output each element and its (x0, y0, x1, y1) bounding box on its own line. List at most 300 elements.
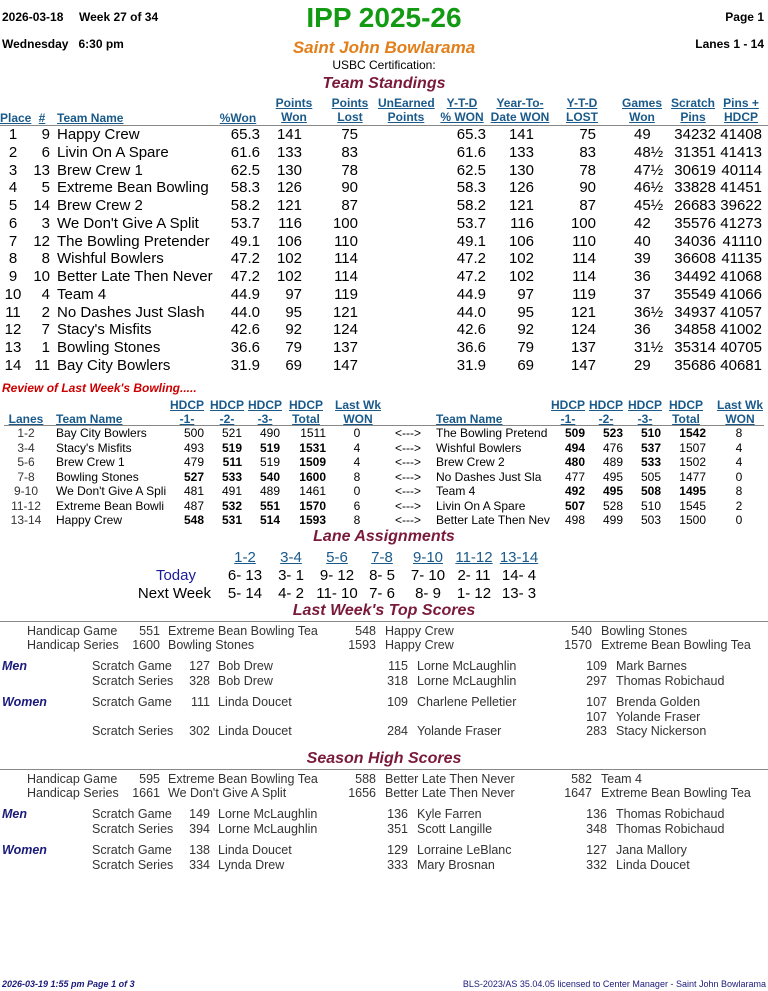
day-time: Wednesday 6:30 pm (2, 37, 124, 51)
lane-pair-header: 7-8 (371, 549, 393, 566)
bowler-name: Linda Doucet (616, 858, 690, 872)
review-header-left-3: HDCP -2- (210, 398, 245, 426)
standings-cell: Livin On A Spare (57, 143, 169, 161)
review-left-cell: 521 (221, 426, 242, 440)
score-value: 302 (189, 724, 210, 738)
standings-header-4: Points Won (275, 96, 313, 124)
standings-cell: 124 (570, 321, 596, 339)
review-lanes: 13-14 (10, 513, 42, 527)
review-right-cell: 505 (640, 469, 661, 484)
men-label: Men (2, 807, 27, 821)
standings-cell: 12 (33, 232, 50, 250)
review-right-cell: 508 (640, 484, 661, 498)
review-right-cell: No Dashes Just Sla (436, 469, 542, 484)
standings-cell: 102 (508, 268, 534, 285)
score-value: 136 (387, 807, 408, 821)
bowler-name: Scott Langille (417, 822, 493, 836)
standings-cell: 14 (4, 356, 22, 374)
review-right-cell: Wishful Bowlers (436, 440, 522, 455)
review-right-cell: 507 (564, 498, 585, 513)
standings-header-6: UnEarned Points (378, 96, 435, 124)
standings-cell: 7 (8, 232, 18, 250)
review-left-cell: 0 (353, 484, 361, 498)
bowler-name: Linda Doucet (218, 724, 292, 738)
review-vs: <---> (394, 484, 421, 498)
standings-cell: 90 (341, 179, 358, 197)
review-right-cell: 498 (564, 513, 585, 527)
score-team: Happy Crew (385, 638, 454, 652)
standings-cell: 6 (8, 214, 18, 232)
standings-cell: 42 (634, 214, 651, 232)
lane-next-cell: 11- 10 (316, 585, 358, 602)
standings-cell: 44.9 (230, 285, 260, 303)
review-right-cell: 528 (602, 498, 623, 513)
bowler-name: Thomas Robichaud (616, 807, 725, 821)
review-right-cell: Team 4 (436, 484, 476, 498)
standings-cell: 11 (5, 303, 21, 321)
standings-cell: 3 (8, 161, 18, 179)
standings-header-1: # (38, 111, 46, 125)
standings-cell: No Dashes Just Slash (57, 303, 205, 321)
standings-cell: 65.3 (230, 126, 260, 143)
standings-cell: 110 (334, 232, 358, 250)
review-right-cell: 499 (602, 513, 623, 527)
lane-next-cell: 4- 2 (278, 585, 304, 602)
lane-pair-header: 5-6 (326, 549, 348, 566)
lane-today-cell: 14- 4 (501, 567, 537, 584)
lane-today-cell: 7- 10 (410, 567, 446, 584)
standings-cell: 10 (4, 285, 22, 303)
review-left-cell: 8 (353, 513, 361, 527)
standings-header-9: Y-T-D LOST (566, 96, 598, 124)
standings-cell: 44.0 (456, 303, 486, 321)
score-value: 149 (189, 807, 210, 821)
standings-cell: 42.6 (230, 321, 260, 339)
standings-cell: 61.6 (456, 143, 486, 161)
standings-cell: 6 (41, 143, 50, 161)
standings-cell: 102 (508, 250, 534, 268)
lane-next-cell: 1- 12 (456, 585, 492, 602)
review-left-cell: 1600 (299, 469, 326, 484)
bowler-name: Yolande Fraser (417, 724, 502, 738)
standings-cell: 53.7 (456, 214, 486, 232)
bowler-name: Lorne McLaughlin (417, 674, 517, 688)
review-lanes: 7-8 (17, 469, 35, 484)
standings-cell: 39622 (720, 197, 762, 214)
standings-cell: 78 (579, 161, 596, 179)
score-value: 127 (586, 843, 607, 857)
score-value: 1593 (348, 638, 376, 652)
top-scores-title: Last Week's Top Scores (292, 602, 476, 619)
review-left-cell: 1593 (299, 513, 326, 527)
score-team: Bowling Stones (168, 638, 255, 652)
standings-header-2: Team Name (57, 111, 124, 125)
review-header-right-2: HDCP -1- (551, 398, 586, 426)
score-value: 332 (586, 858, 607, 872)
review-left-cell: 551 (259, 498, 280, 513)
review-lanes: 3-4 (17, 440, 35, 455)
standings-cell: We Don't Give A Split (57, 214, 199, 232)
standings-cell: 41002 (720, 321, 762, 339)
review-right-cell: 2 (735, 498, 743, 513)
standings-cell: 75 (579, 126, 596, 143)
standings-cell: 26683 (674, 197, 716, 214)
scratch-label: Scratch Series (92, 822, 174, 836)
review-right-cell: 510 (640, 426, 661, 440)
review-left-cell: Brew Crew 1 (56, 455, 125, 469)
standings-cell: 34036 (674, 232, 716, 250)
bowler-name: Brenda Golden (616, 695, 701, 709)
standings-cell: 65.3 (456, 126, 486, 143)
standings-cell: 9 (41, 126, 50, 143)
score-value: 548 (355, 624, 376, 638)
review-right-cell: 510 (640, 498, 661, 513)
standings-cell: 8 (8, 250, 18, 268)
score-team: Team 4 (601, 772, 642, 786)
standings-cell: 100 (570, 214, 596, 232)
review-header-right-3: HDCP -2- (589, 398, 624, 426)
review-right-cell: 477 (564, 469, 585, 484)
score-team: We Don't Give A Split (168, 786, 287, 800)
review-left-cell: 1511 (300, 426, 326, 440)
lane-today-cell: 3- 1 (278, 567, 304, 584)
standings-cell: 47.2 (456, 268, 486, 285)
score-value: 588 (355, 772, 376, 786)
standings-cell: Bowling Stones (57, 339, 161, 356)
review-right-cell: 489 (602, 455, 623, 469)
standings-cell: 87 (579, 197, 596, 214)
review-left-cell: Extreme Bean Bowli (56, 498, 165, 513)
score-value: 129 (387, 843, 408, 857)
standings-cell: 69 (285, 356, 302, 374)
bowler-name: Mark Barnes (616, 659, 687, 673)
standings-cell: 147 (332, 356, 358, 374)
review-right-cell: 1495 (679, 484, 706, 498)
lanes-title: Lane Assignments (313, 528, 455, 545)
standings-cell: 97 (517, 285, 534, 303)
lane-pair-header: 1-2 (234, 549, 256, 566)
standings-header-5: Points Lost (331, 96, 369, 124)
lanes-range: Lanes 1 - 14 (695, 37, 764, 51)
standings-cell: 40681 (720, 356, 762, 374)
score-value: 107 (586, 709, 607, 724)
standings-cell: 35549 (674, 285, 716, 303)
score-value: 297 (586, 674, 607, 688)
standings-cell: 31½ (634, 339, 664, 356)
review-header-right-6: Last Wk WON (716, 398, 763, 426)
standings-cell: 114 (334, 268, 358, 285)
standings-cell: 49.1 (230, 232, 260, 250)
standings-cell: 47.2 (456, 250, 486, 268)
review-right-cell: Brew Crew 2 (436, 455, 505, 469)
review-left-cell: 531 (221, 513, 242, 527)
review-vs: <---> (394, 513, 421, 527)
lane-next-cell: 13- 3 (501, 585, 537, 602)
standings-cell: 29 (634, 356, 651, 374)
review-left-cell: 8 (353, 469, 361, 484)
score-value: 595 (139, 772, 160, 786)
standings-cell: 33828 (674, 179, 716, 197)
bowler-name: Bob Drew (218, 659, 273, 673)
scratch-label: Scratch Series (92, 674, 174, 688)
standings-cell: 36 (634, 321, 651, 339)
standings-cell: 58.3 (230, 179, 260, 197)
review-header-left-0: Lanes (8, 412, 44, 426)
review-left-cell: 527 (183, 469, 204, 484)
review-header-right-5: HDCP Total (668, 398, 703, 426)
score-value: 1647 (564, 786, 592, 800)
standings-cell: 40114 (721, 161, 762, 179)
footer-right: BLS-2023/AS 35.04.05 licensed to Center Manager - Saint John Bowlarama (462, 979, 766, 989)
standings-cell: 36.6 (456, 339, 486, 356)
standings-cell: 9 (8, 268, 18, 285)
standings-cell: 49.1 (456, 232, 486, 250)
review-header-left-5: HDCP Total (288, 398, 323, 426)
score-value: 1600 (132, 638, 160, 652)
review-header-right-1: Team Name (436, 412, 503, 426)
standings-header-10: Games Won (622, 96, 663, 124)
standings-cell: 119 (334, 285, 358, 303)
lane-pair-header: 9-10 (412, 549, 444, 566)
review-left-cell: 479 (183, 455, 204, 469)
standings-cell: 110 (572, 232, 596, 250)
bowler-name: Stacy Nickerson (616, 724, 707, 738)
score-team: Extreme Bean Bowling Tea (168, 624, 318, 638)
review-title: Review of Last Week's Bowling..... (2, 381, 197, 395)
review-left-cell: 532 (221, 498, 242, 513)
standings-cell: 130 (276, 161, 302, 179)
review-vs: <---> (394, 455, 421, 469)
bowler-name: Linda Doucet (218, 843, 292, 857)
bowler-name: Lorne McLaughlin (218, 822, 318, 836)
center-name: Saint John Bowlarama (292, 38, 476, 57)
standings-cell: Better Late Then Never (57, 268, 213, 285)
standings-cell: 31.9 (230, 356, 260, 374)
standings-cell: 11 (34, 356, 50, 374)
standings-cell: 1 (41, 339, 50, 356)
score-team: Happy Crew (385, 624, 454, 638)
review-left-cell: 540 (259, 469, 280, 484)
standings-cell: 116 (510, 214, 534, 232)
handicap-series-label: Handicap Series (27, 638, 119, 652)
standings-cell: 36½ (634, 303, 664, 321)
review-header-left-2: HDCP -1- (170, 398, 205, 426)
standings-cell: 92 (517, 321, 534, 339)
review-header-right-4: HDCP -3- (628, 398, 663, 426)
women-label: Women (2, 695, 47, 709)
standings-cell: 34858 (674, 321, 716, 339)
standings-cell: 126 (276, 179, 302, 197)
standings-cell: 58.2 (230, 197, 260, 214)
review-right-cell: 1502 (679, 455, 706, 469)
standings-cell: 114 (334, 250, 358, 268)
standings-cell: 34492 (674, 268, 716, 285)
lane-pair-header: 3-4 (280, 549, 302, 566)
review-left-cell: 489 (259, 484, 280, 498)
standings-header-0: Place (0, 111, 32, 125)
review-left-cell: 0 (353, 426, 361, 440)
score-value: 348 (586, 822, 607, 836)
score-value: 138 (189, 843, 210, 857)
standings-cell: 36608 (674, 250, 716, 268)
standings-cell: 102 (276, 250, 302, 268)
review-vs: <---> (394, 440, 421, 455)
standings-cell: 40705 (720, 339, 762, 356)
standings-cell: 106 (276, 232, 302, 250)
standings-cell: 35314 (674, 339, 716, 356)
review-left-cell: Bowling Stones (56, 469, 139, 484)
standings-cell: Extreme Bean Bowling (57, 179, 209, 197)
standings-cell: Brew Crew 1 (57, 161, 143, 179)
review-right-cell: 0 (735, 513, 743, 527)
review-right-cell: 509 (564, 426, 585, 440)
standings-cell: Wishful Bowlers (57, 250, 164, 268)
standings-cell: 47½ (634, 161, 664, 179)
review-right-cell: 503 (640, 513, 661, 527)
review-right-cell: 533 (640, 455, 661, 469)
score-value: 333 (387, 858, 408, 872)
standings-cell: 41110 (722, 232, 762, 250)
standings-cell: 41057 (720, 303, 762, 321)
standings-cell: 46½ (634, 179, 664, 197)
standings-cell: 62.5 (230, 161, 260, 179)
review-right-cell: 476 (602, 440, 623, 455)
standings-cell: 48½ (634, 143, 664, 161)
review-header-left-4: HDCP -3- (248, 398, 283, 426)
standings-cell: 12 (4, 321, 22, 339)
review-vs: <---> (394, 426, 421, 440)
review-left-cell: 4 (353, 440, 361, 455)
bowler-name: Lorne McLaughlin (417, 659, 517, 673)
standings-cell: 58.3 (456, 179, 486, 197)
standings-cell: Brew Crew 2 (57, 197, 143, 214)
review-right-cell: 537 (640, 440, 661, 455)
standings-cell: 83 (341, 143, 358, 161)
standings-cell: 41068 (720, 268, 762, 285)
review-right-cell: 1545 (679, 498, 706, 513)
review-left-cell: Bay City Bowlers (56, 426, 147, 440)
standings-cell: Stacy's Misfits (57, 321, 152, 339)
standings-cell: 116 (278, 214, 302, 232)
lane-today-cell: 6- 13 (227, 567, 263, 584)
standings-cell: 141 (508, 126, 534, 143)
standings-cell: 49 (634, 126, 651, 143)
standings-header-12: Pins + HDCP (723, 96, 759, 124)
bowler-name: Linda Doucet (218, 695, 292, 709)
standings-cell: 75 (341, 126, 358, 143)
standings-cell: 83 (579, 143, 596, 161)
review-left-cell: 4 (353, 455, 361, 469)
score-value: 109 (387, 695, 408, 709)
lane-today-cell: 9- 12 (319, 567, 355, 584)
standings-cell: 147 (570, 356, 596, 374)
standings-cell: 62.5 (456, 161, 486, 179)
review-left-cell: 6 (353, 498, 361, 513)
usbc-certification: USBC Certification: (332, 58, 436, 72)
score-value: 109 (586, 659, 607, 673)
standings-cell: 44.9 (456, 285, 486, 303)
standings-cell: 106 (508, 232, 534, 250)
handicap-game-label: Handicap Game (27, 624, 118, 638)
review-left-cell: 511 (222, 455, 242, 469)
review-left-cell: 500 (183, 426, 204, 440)
standings-cell: 10 (33, 268, 50, 285)
standings-cell: 36.6 (230, 339, 260, 356)
standings-header-7: Y-T-D % WON (440, 96, 484, 124)
standings-cell: 97 (285, 285, 302, 303)
score-team: Extreme Bean Bowling Tea (168, 772, 318, 786)
review-right-cell: Livin On A Spare (436, 498, 526, 513)
standings-cell: 95 (285, 303, 302, 321)
standings-cell: 133 (508, 143, 534, 161)
score-value: 136 (586, 807, 607, 821)
standings-cell: 41451 (720, 179, 762, 197)
review-right-cell: 8 (735, 484, 743, 498)
standings-cell: 5 (41, 179, 50, 197)
standings-cell: 79 (517, 339, 534, 356)
standings-cell: 41408 (720, 126, 762, 143)
footer-left: 2026-03-19 1:55 pm Page 1 of 3 (2, 979, 135, 989)
review-right-cell: Better Late Then Nev (436, 513, 550, 527)
standings-cell: 124 (332, 321, 358, 339)
standings-cell: 121 (276, 197, 302, 214)
bowler-name: Charlene Pelletier (417, 695, 517, 709)
standings-cell: 130 (508, 161, 534, 179)
standings-cell: 2 (41, 303, 50, 321)
review-right-cell: 494 (564, 440, 585, 455)
next-week-label: Next Week (137, 585, 211, 602)
review-lanes: 11-12 (11, 498, 41, 513)
score-team: Extreme Bean Bowling Tea (601, 638, 751, 652)
review-right-cell: 1507 (679, 440, 706, 455)
standings-cell: 102 (276, 268, 302, 285)
standings-cell: 35576 (674, 214, 716, 232)
standings-cell: 31351 (674, 143, 716, 161)
today-label: Today (155, 567, 196, 584)
review-left-cell: 548 (183, 513, 204, 527)
review-right-cell: 4 (735, 440, 743, 455)
review-right-cell: The Bowling Pretend (436, 426, 548, 440)
review-right-cell: 480 (564, 455, 585, 469)
standings-cell: 58.2 (456, 197, 486, 214)
review-vs: <---> (394, 469, 421, 484)
score-value: 115 (388, 659, 408, 673)
standings-cell: 119 (572, 285, 596, 303)
standings-cell: 79 (285, 339, 302, 356)
standings-cell: 114 (572, 268, 596, 285)
standings-cell: 95 (517, 303, 534, 321)
standings-cell: 13 (4, 339, 22, 356)
score-value: 334 (189, 858, 210, 872)
lane-pair-header: 13-14 (499, 549, 539, 566)
review-left-cell: 514 (259, 513, 280, 527)
standings-cell: 30619 (674, 161, 716, 179)
score-value: 284 (387, 724, 408, 738)
standings-cell: 41135 (721, 250, 762, 268)
score-team: Bowling Stones (601, 624, 688, 638)
standings-cell: 4 (41, 285, 50, 303)
score-team: Better Late Then Never (385, 772, 515, 786)
scratch-label: Scratch Game (92, 807, 172, 821)
review-right-cell: 495 (602, 484, 623, 498)
standings-cell: 121 (570, 303, 596, 321)
standings-cell: 37 (634, 285, 651, 303)
review-right-cell: 1477 (679, 469, 706, 484)
league-title: IPP 2025-26 (306, 2, 462, 33)
lane-today-cell: 8- 5 (369, 567, 395, 584)
page-number: Page 1 (725, 10, 764, 24)
score-value: 1661 (132, 786, 160, 800)
